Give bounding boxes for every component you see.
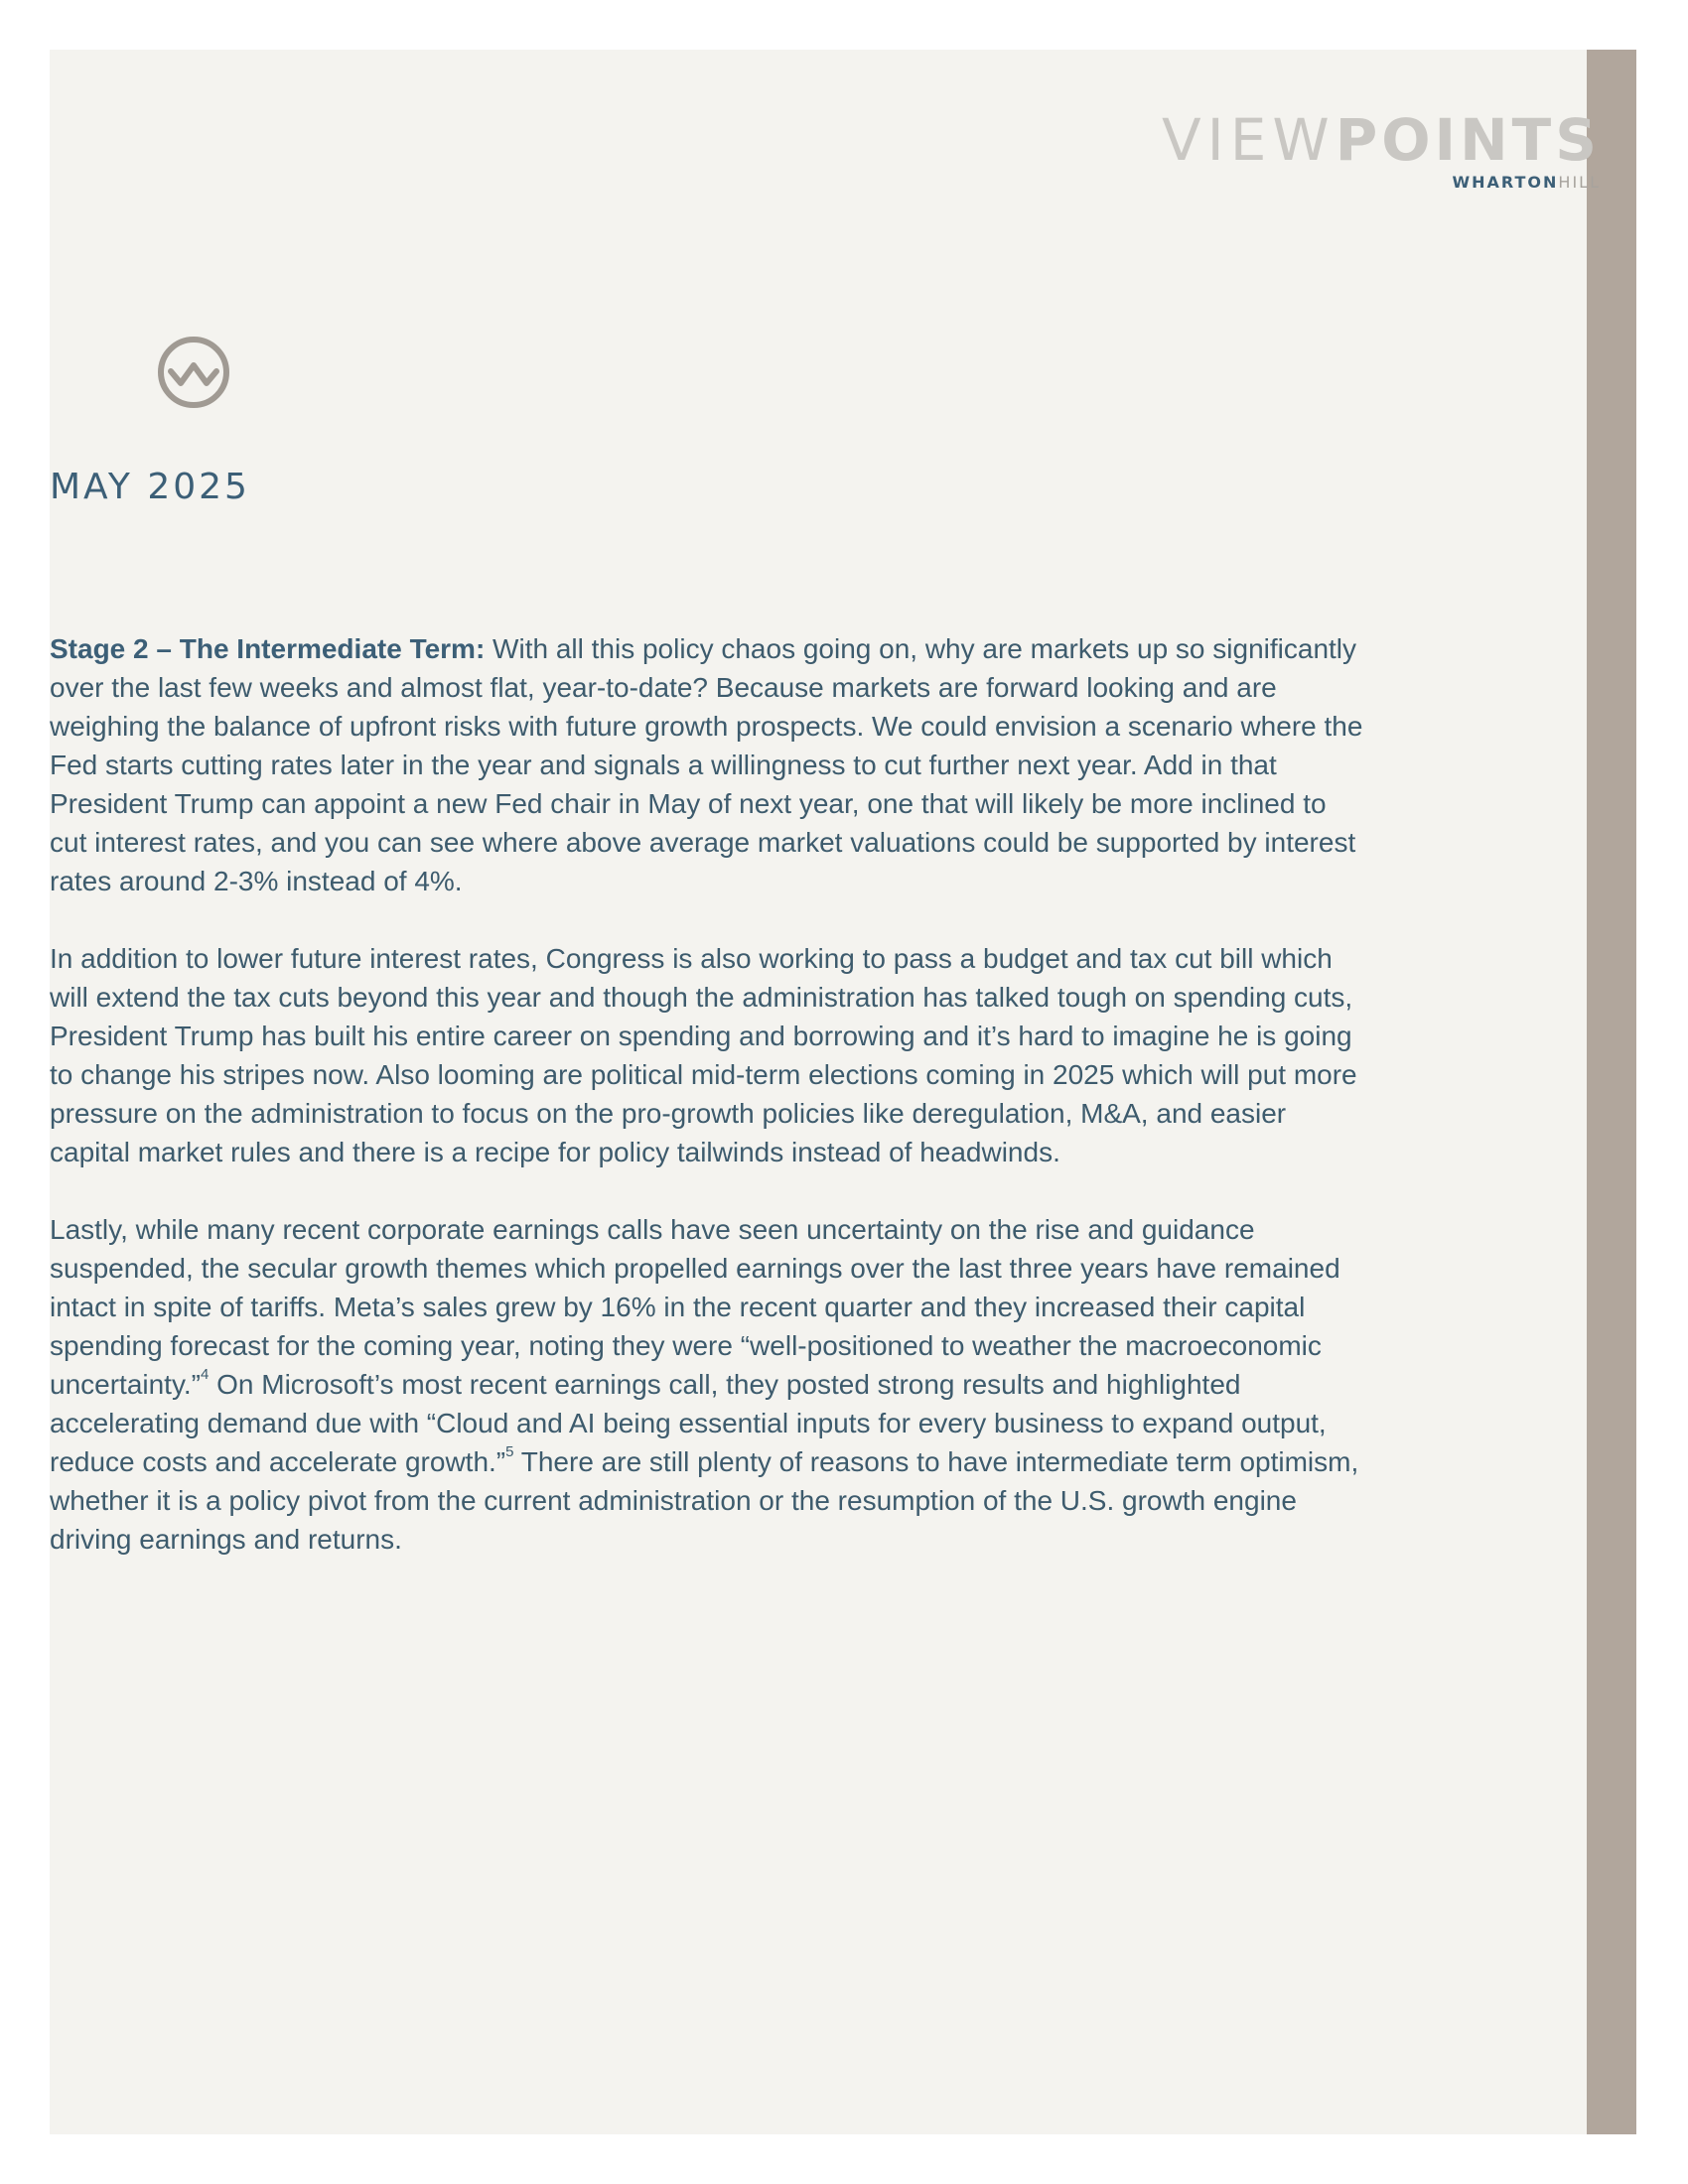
- paragraph-1: [50, 629, 1370, 900]
- brand-title-light: VIEW: [1161, 106, 1336, 174]
- page-side-bar: [1587, 50, 1636, 2134]
- wave-circle-icon: [157, 336, 230, 409]
- brand-title: [1161, 106, 1601, 174]
- article-body: [50, 629, 1370, 1597]
- paragraph-1-text: With all this policy chaos going on, why are markets up so significantly over the last few weeks and almost flat, year-to-date? Because markets are forward looking and are weighing the balance of upfront risks with future growth prospects. We could envision a scenario where the Fed starts cutting rates later in the year and signals a willingness to cut further next year. Add in that President Trump can appoint a new Fed chair in May of next year, one that will likely be more inclined to cut interest rates, and you can see where above average market valuations could be supported by interest rates around 2-3% instead of 4%.: [50, 633, 1363, 896]
- brand-sub-bold: WHARTON: [1452, 173, 1559, 192]
- brand-subtitle: [1162, 173, 1601, 192]
- paragraph-3-text-c: There are still plenty of reasons to have intermediate term optimism, whether it is a policy pivot from the current administration or the resumption of the U.S. growth engine driving earnings and returns.: [50, 1446, 1359, 1555]
- viewpoints-brand: [1161, 106, 1601, 192]
- paragraph-3-text-a: Lastly, while many recent corporate earnings calls have seen uncertainty on the rise and guidance suspended, the secular growth themes which propelled earnings over the last three years have remained intact in spite of tariffs. Meta’s sales grew by 16% in the recent quarter and they increased their capital spending forecast for the coming year, noting they were “well-positioned to weather the macroeconomic uncertainty.”: [50, 1214, 1340, 1400]
- footnote-5: 5: [505, 1443, 514, 1460]
- paragraph-3: [50, 1210, 1370, 1559]
- paragraph-2: In addition to lower future interest rates, Congress is also working to pass a budget and tax cut bill which will extend the tax cuts beyond this year and though the administration has talked tough on spending cuts, President Trump has built his entire career on spending and borrowing and it’s hard to imagine he is going to change his stripes now. Also looming are political mid-term elections coming in 2025 which will put more pressure on the administration to focus on the pro-growth policies like deregulation, M&A, and easier capital market rules and there is a recipe for policy tailwinds instead of headwinds.: [50, 943, 1357, 1167]
- brand-title-bold: POINTS: [1335, 106, 1601, 174]
- paragraph-3-text-b: On Microsoft’s most recent earnings call, they posted strong results and highlighted accelerating demand due with “Cloud and AI being essential inputs for every business to expand output, reduce costs and accelerate growth.”: [50, 1369, 1327, 1477]
- issue-date: MAY 2025: [50, 467, 250, 507]
- footnote-4: 4: [201, 1366, 210, 1383]
- paragraph-1-lead: Stage 2 – The Intermediate Term:: [50, 633, 486, 664]
- brand-sub-light: HILL: [1558, 173, 1601, 192]
